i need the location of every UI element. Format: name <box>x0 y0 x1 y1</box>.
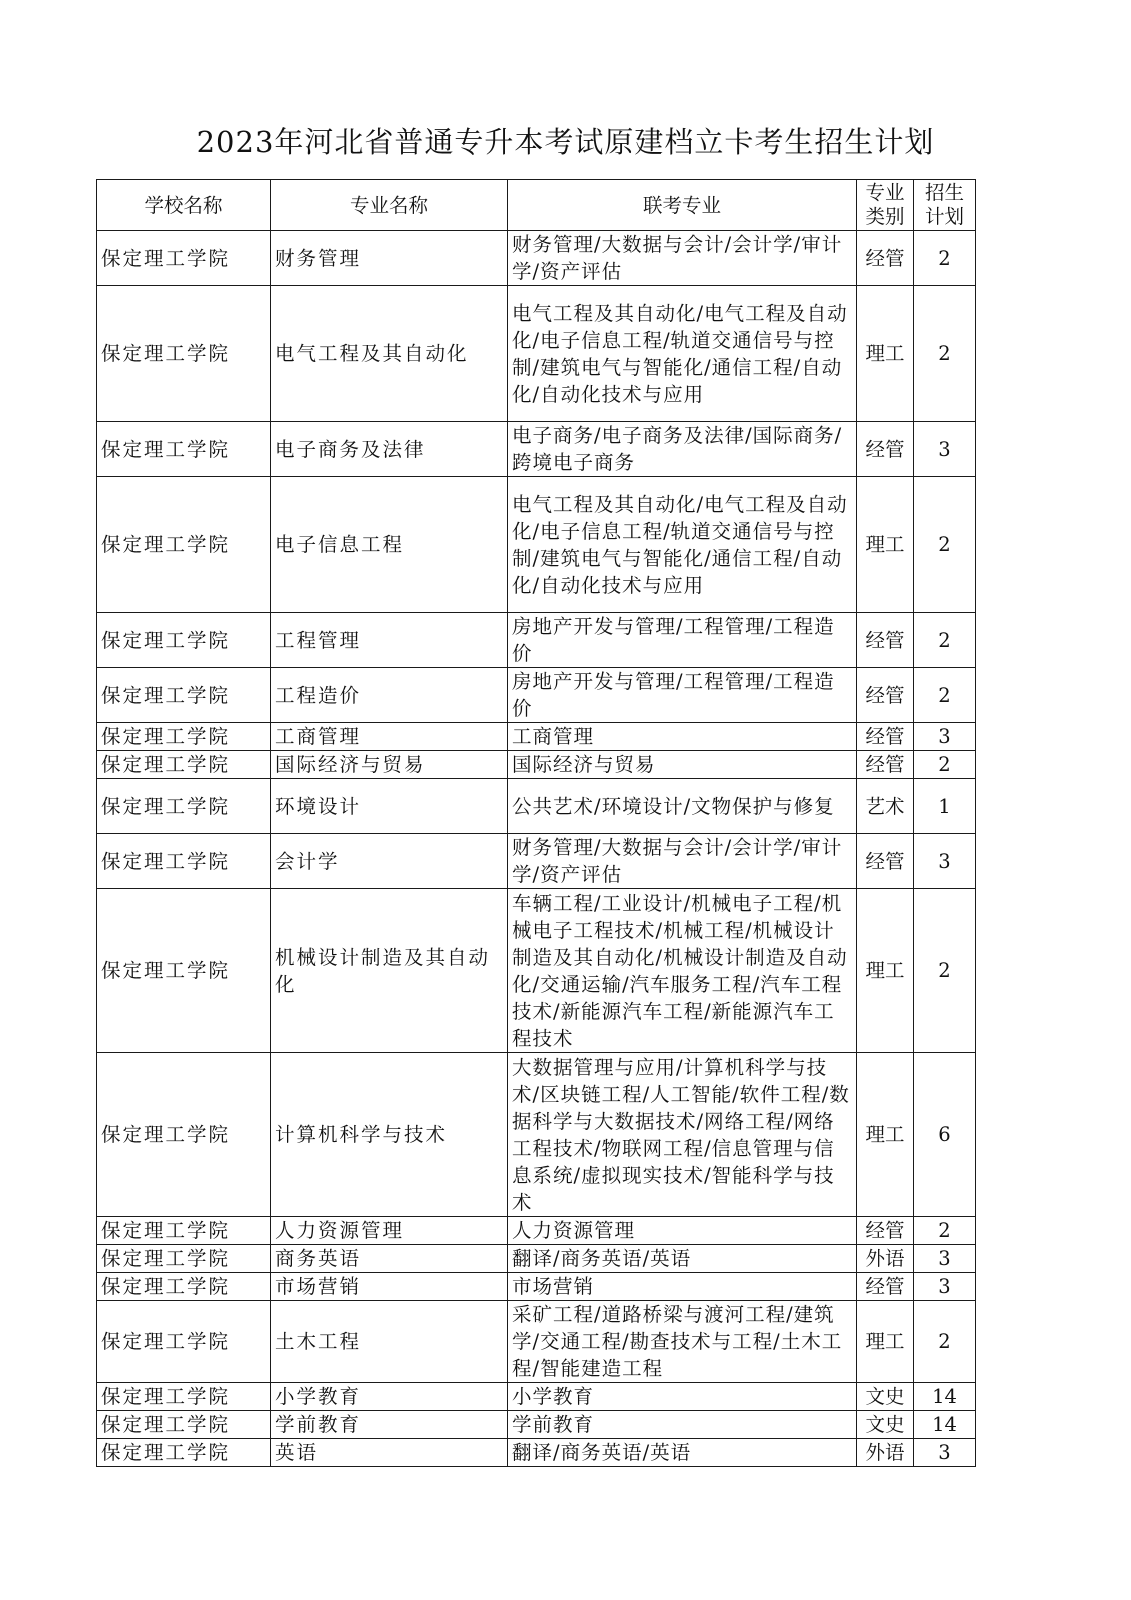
table-row <box>97 286 976 422</box>
major-name-cell: 机械设计制造及其自动化 <box>271 889 508 1053</box>
linked-majors-cell: 学前教育 <box>508 1411 857 1439</box>
table-row <box>97 1383 976 1411</box>
enrollment-plan-cell: 3 <box>914 723 976 751</box>
table-row <box>97 1273 976 1301</box>
header-major-name: 专业名称 <box>271 180 508 231</box>
major-category-cell: 理工 <box>857 1301 914 1383</box>
major-category-cell: 外语 <box>857 1245 914 1273</box>
major-name-cell: 工程造价 <box>271 668 508 723</box>
school-name-cell: 保定理工学院 <box>97 613 271 668</box>
linked-majors-cell: 房地产开发与管理/工程管理/工程造价 <box>508 613 857 668</box>
table-row <box>97 1217 976 1245</box>
linked-majors-cell: 大数据管理与应用/计算机科学与技术/区块链工程/人工智能/软件工程/数据科学与大数据技术/网络工程/网络工程技术/物联网工程/信息管理与信息系统/虚拟现实技术/智能科学与技术 <box>508 1053 857 1217</box>
major-name-cell: 商务英语 <box>271 1245 508 1273</box>
major-category-cell: 理工 <box>857 889 914 1053</box>
major-name-cell: 工程管理 <box>271 613 508 668</box>
major-category-cell: 理工 <box>857 477 914 613</box>
enrollment-plan-cell: 2 <box>914 1301 976 1383</box>
linked-majors-cell: 财务管理/大数据与会计/会计学/审计学/资产评估 <box>508 834 857 889</box>
school-name-cell: 保定理工学院 <box>97 889 271 1053</box>
school-name-cell: 保定理工学院 <box>97 751 271 779</box>
enrollment-plan-cell: 3 <box>914 1439 976 1467</box>
enrollment-plan-cell: 6 <box>914 1053 976 1217</box>
linked-majors-cell: 小学教育 <box>508 1383 857 1411</box>
table-row <box>97 1053 976 1217</box>
table-body <box>97 231 976 1467</box>
school-name-cell: 保定理工学院 <box>97 723 271 751</box>
enrollment-plan-cell: 2 <box>914 477 976 613</box>
major-category-cell: 经管 <box>857 751 914 779</box>
major-name-cell: 电子信息工程 <box>271 477 508 613</box>
table-header-row <box>97 180 976 231</box>
major-name-cell: 工商管理 <box>271 723 508 751</box>
table-row <box>97 751 976 779</box>
linked-majors-cell: 公共艺术/环境设计/文物保护与修复 <box>508 779 857 834</box>
major-name-cell: 人力资源管理 <box>271 1217 508 1245</box>
major-name-cell: 电气工程及其自动化 <box>271 286 508 422</box>
major-category-cell: 经管 <box>857 834 914 889</box>
linked-majors-cell: 工商管理 <box>508 723 857 751</box>
major-name-cell: 计算机科学与技术 <box>271 1053 508 1217</box>
school-name-cell: 保定理工学院 <box>97 422 271 477</box>
school-name-cell: 保定理工学院 <box>97 1411 271 1439</box>
major-category-cell: 经管 <box>857 422 914 477</box>
linked-majors-cell: 财务管理/大数据与会计/会计学/审计学/资产评估 <box>508 231 857 286</box>
table-row <box>97 1245 976 1273</box>
major-category-cell: 理工 <box>857 286 914 422</box>
major-category-cell: 经管 <box>857 613 914 668</box>
enrollment-plan-table <box>96 179 976 1467</box>
table-row <box>97 477 976 613</box>
table-row <box>97 889 976 1053</box>
enrollment-plan-cell: 2 <box>914 668 976 723</box>
major-category-cell: 艺术 <box>857 779 914 834</box>
linked-majors-cell: 翻译/商务英语/英语 <box>508 1245 857 1273</box>
major-name-cell: 市场营销 <box>271 1273 508 1301</box>
major-category-cell: 理工 <box>857 1053 914 1217</box>
enrollment-plan-cell: 3 <box>914 1273 976 1301</box>
major-name-cell: 电子商务及法律 <box>271 422 508 477</box>
table-row <box>97 613 976 668</box>
enrollment-plan-cell: 2 <box>914 613 976 668</box>
enrollment-plan-cell: 14 <box>914 1383 976 1411</box>
major-category-cell: 文史 <box>857 1411 914 1439</box>
enrollment-plan-cell: 3 <box>914 422 976 477</box>
table-row <box>97 834 976 889</box>
school-name-cell: 保定理工学院 <box>97 834 271 889</box>
school-name-cell: 保定理工学院 <box>97 477 271 613</box>
linked-majors-cell: 电气工程及其自动化/电气工程及自动化/电子信息工程/轨道交通信号与控制/建筑电气与智能化/通信工程/自动化/自动化技术与应用 <box>508 477 857 613</box>
table-row <box>97 1411 976 1439</box>
major-category-cell: 经管 <box>857 1217 914 1245</box>
school-name-cell: 保定理工学院 <box>97 1273 271 1301</box>
school-name-cell: 保定理工学院 <box>97 1217 271 1245</box>
school-name-cell: 保定理工学院 <box>97 1053 271 1217</box>
school-name-cell: 保定理工学院 <box>97 1439 271 1467</box>
major-category-cell: 经管 <box>857 723 914 751</box>
enrollment-plan-cell: 2 <box>914 889 976 1053</box>
major-name-cell: 国际经济与贸易 <box>271 751 508 779</box>
enrollment-plan-cell: 2 <box>914 231 976 286</box>
enrollment-plan-cell: 14 <box>914 1411 976 1439</box>
major-name-cell: 学前教育 <box>271 1411 508 1439</box>
major-name-cell: 环境设计 <box>271 779 508 834</box>
major-name-cell: 会计学 <box>271 834 508 889</box>
major-category-cell: 外语 <box>857 1439 914 1467</box>
enrollment-plan-cell: 2 <box>914 751 976 779</box>
major-name-cell: 财务管理 <box>271 231 508 286</box>
major-category-cell: 经管 <box>857 1273 914 1301</box>
enrollment-plan-cell: 2 <box>914 1217 976 1245</box>
table-row <box>97 422 976 477</box>
enrollment-plan-cell: 3 <box>914 834 976 889</box>
enrollment-plan-cell: 3 <box>914 1245 976 1273</box>
header-enrollment-plan: 招生 计划 <box>914 180 976 231</box>
linked-majors-cell: 电子商务/电子商务及法律/国际商务/跨境电子商务 <box>508 422 857 477</box>
school-name-cell: 保定理工学院 <box>97 231 271 286</box>
table-row <box>97 779 976 834</box>
school-name-cell: 保定理工学院 <box>97 286 271 422</box>
header-major-category: 专业 类别 <box>857 180 914 231</box>
table-row <box>97 1301 976 1383</box>
linked-majors-cell: 国际经济与贸易 <box>508 751 857 779</box>
linked-majors-cell: 电气工程及其自动化/电气工程及自动化/电子信息工程/轨道交通信号与控制/建筑电气与智能化/通信工程/自动化/自动化技术与应用 <box>508 286 857 422</box>
major-name-cell: 小学教育 <box>271 1383 508 1411</box>
table-row <box>97 723 976 751</box>
table-row <box>97 1439 976 1467</box>
linked-majors-cell: 车辆工程/工业设计/机械电子工程/机械电子工程技术/机械工程/机械设计制造及其自动化/机械设计制造及自动化/交通运输/汽车服务工程/汽车工程技术/新能源汽车工程/新能源汽车工程技术 <box>508 889 857 1053</box>
major-category-cell: 文史 <box>857 1383 914 1411</box>
school-name-cell: 保定理工学院 <box>97 1301 271 1383</box>
major-category-cell: 经管 <box>857 231 914 286</box>
school-name-cell: 保定理工学院 <box>97 668 271 723</box>
school-name-cell: 保定理工学院 <box>97 779 271 834</box>
school-name-cell: 保定理工学院 <box>97 1383 271 1411</box>
school-name-cell: 保定理工学院 <box>97 1245 271 1273</box>
linked-majors-cell: 采矿工程/道路桥梁与渡河工程/建筑学/交通工程/勘查技术与工程/土木工程/智能建造工程 <box>508 1301 857 1383</box>
enrollment-plan-cell: 2 <box>914 286 976 422</box>
linked-majors-cell: 房地产开发与管理/工程管理/工程造价 <box>508 668 857 723</box>
table-row <box>97 231 976 286</box>
linked-majors-cell: 翻译/商务英语/英语 <box>508 1439 857 1467</box>
major-category-cell: 经管 <box>857 668 914 723</box>
table-row <box>97 668 976 723</box>
major-name-cell: 英语 <box>271 1439 508 1467</box>
major-name-cell: 土木工程 <box>271 1301 508 1383</box>
header-linked-majors: 联考专业 <box>508 180 857 231</box>
header-school-name: 学校名称 <box>97 180 271 231</box>
linked-majors-cell: 市场营销 <box>508 1273 857 1301</box>
linked-majors-cell: 人力资源管理 <box>508 1217 857 1245</box>
enrollment-plan-cell: 1 <box>914 779 976 834</box>
page-title: 2023年河北省普通专升本考试原建档立卡考生招生计划 <box>196 125 935 159</box>
